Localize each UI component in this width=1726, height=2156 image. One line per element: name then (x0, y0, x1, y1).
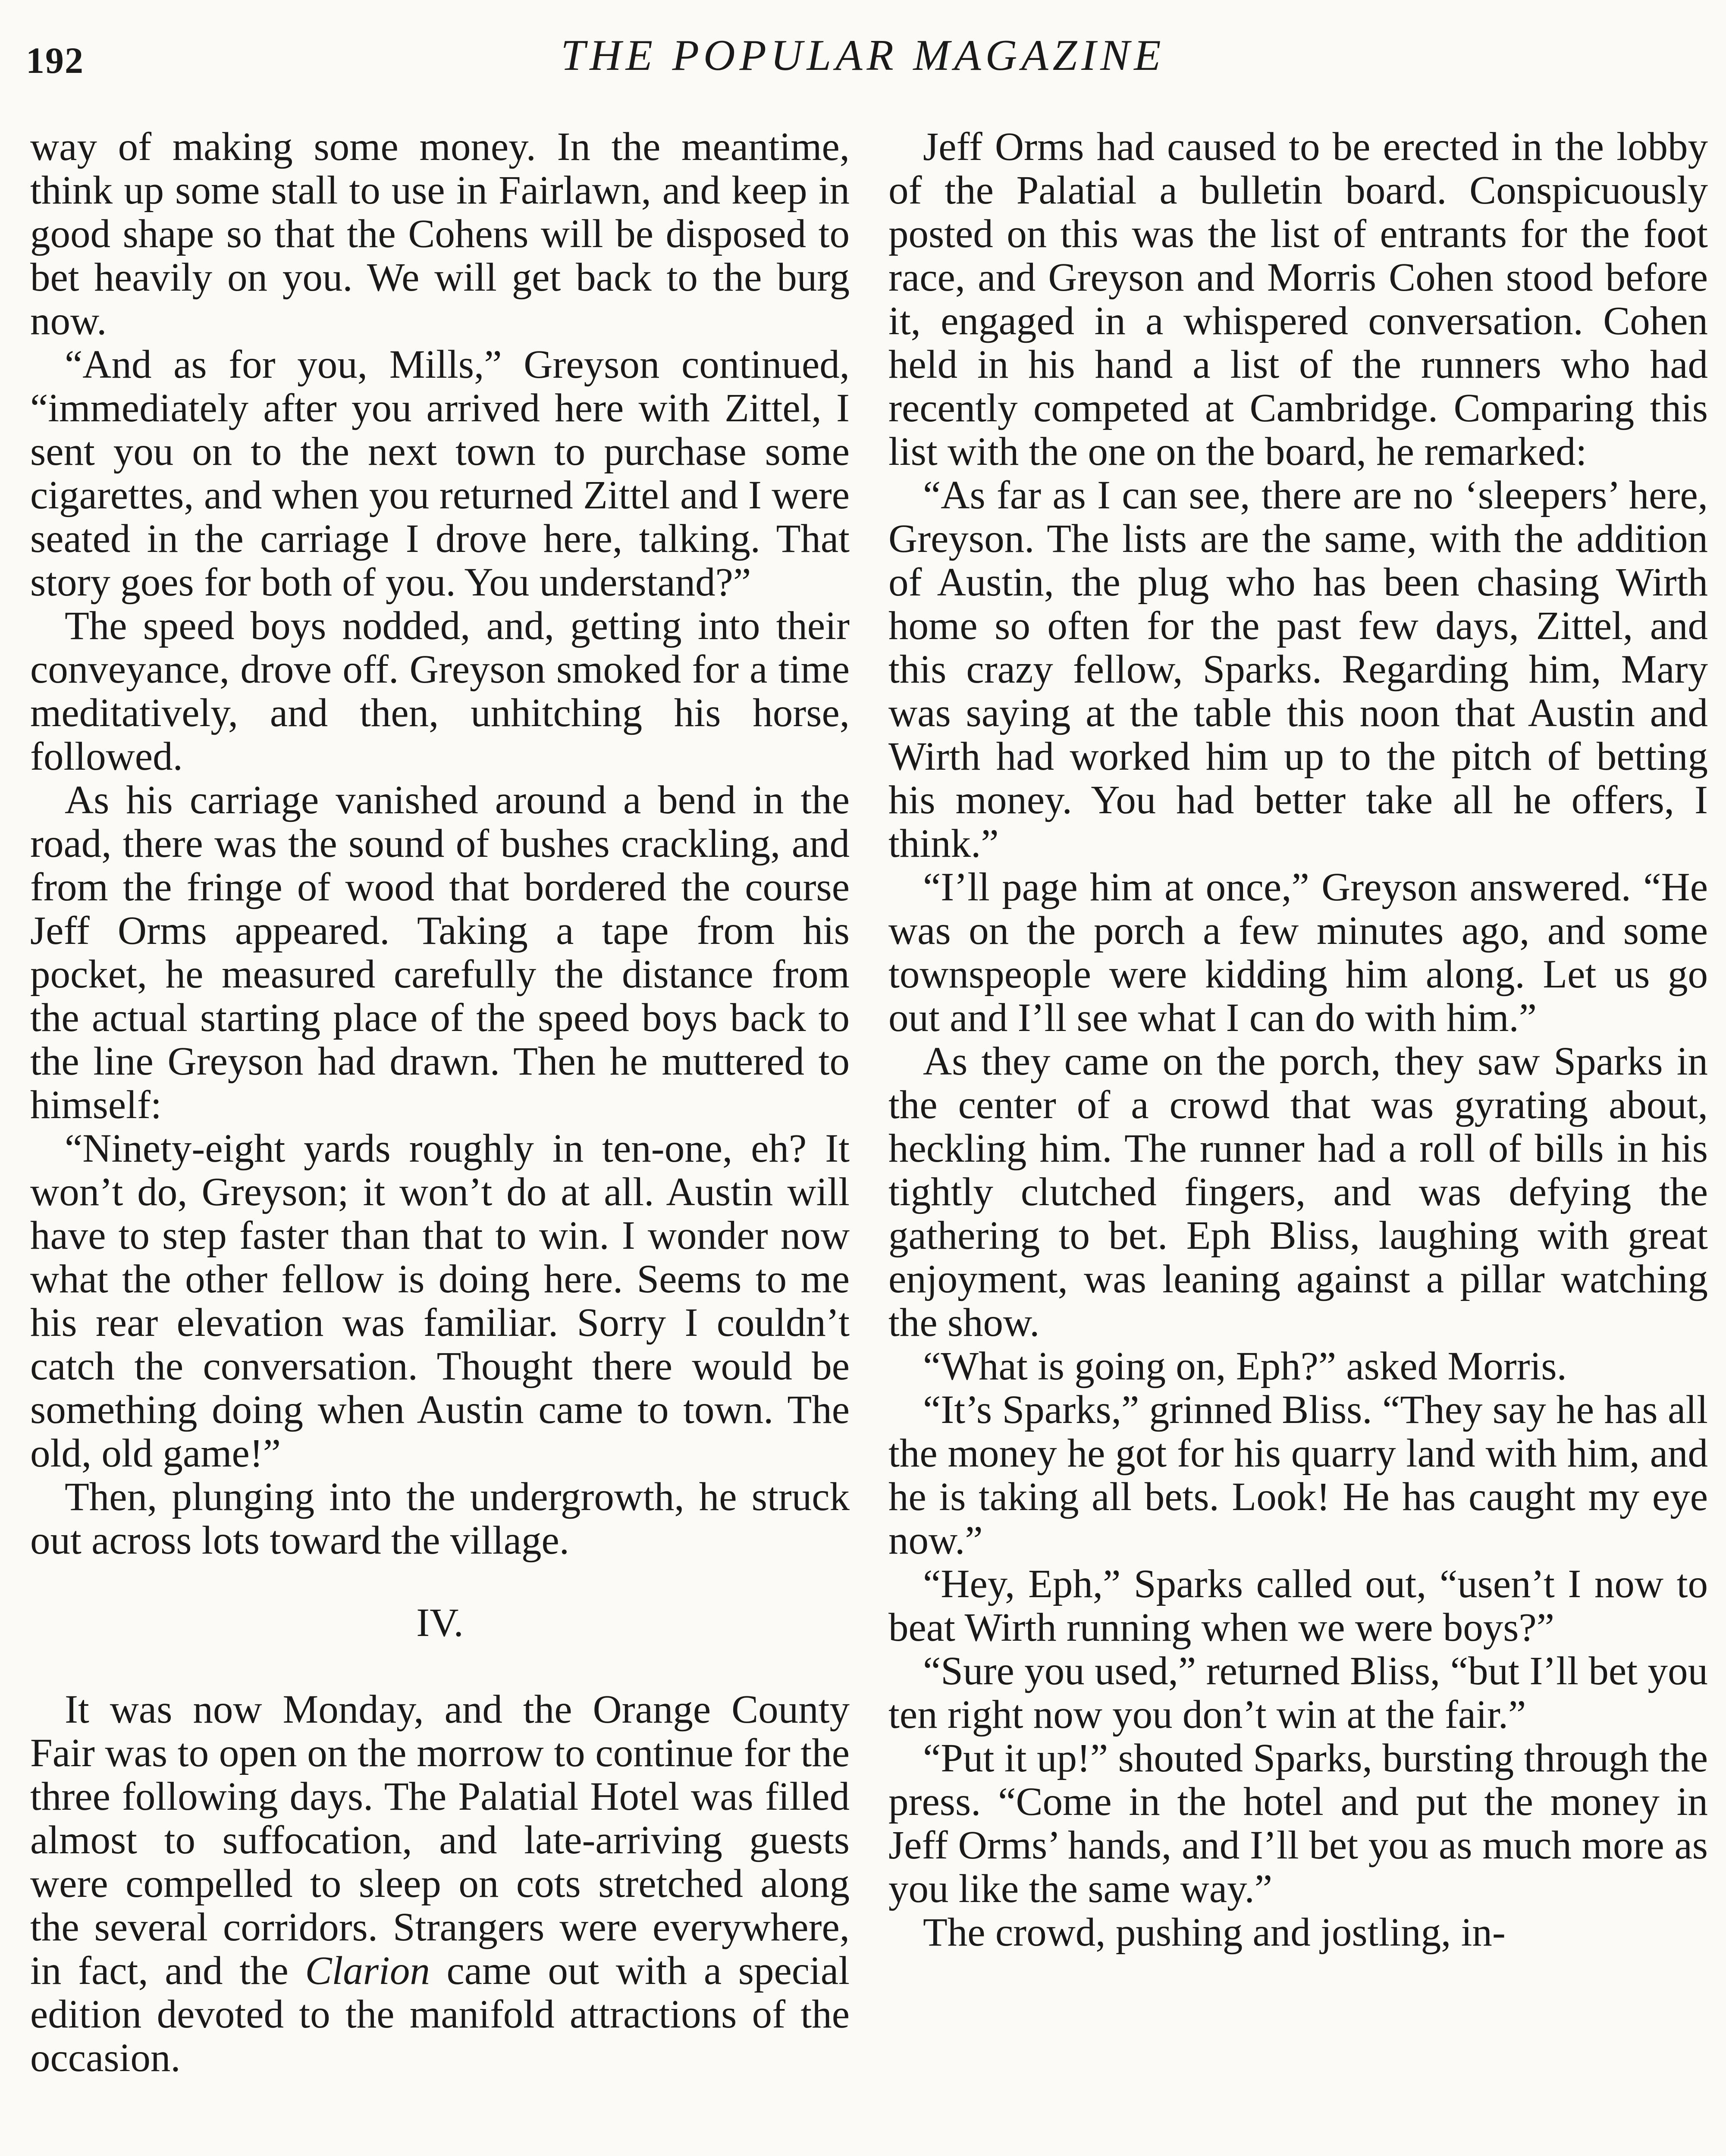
running-title: THE POPULAR MAGAZINE (561, 31, 1165, 80)
paragraph-text: came out with a special edition devoted to the manifold attractions of the occasion. (30, 1949, 850, 2080)
paragraph: The crowd, pushing and jostling, in- (923, 1910, 1506, 1955)
paragraph: “Ninety-eight yards roughly in ten-one, eh? It won’t do, Greyson; it won’t do at all. Austin will have to step faster than that to win. I wonder now what the other fellow is doing here. Seems to me his rear elevation was familiar. Sorry I couldn’t catch the conversation. Thought there would be something doing when Austin came to town. The old, old game!” (30, 1126, 850, 1476)
left-column (30, 125, 850, 2156)
right-column (888, 125, 1708, 2156)
page-number: 192 (26, 40, 84, 81)
paragraph: “As far as I can see, there are no ‘sleepers’ here, Greyson. The lists are the same, with the addition of Austin, the plug who has been chasing Wirth home so often for the past few days, Zittel, and this crazy fellow, Sparks. Regarding him, Mary was saying at the table this noon that Austin and Wirth had worked him up to the pitch of betting his money. You had better take all he offers, I think.” (888, 473, 1708, 866)
paragraph: “I’ll page him at once,” Greyson answered. “He was on the porch a few minutes ago, and some townspeople were kidding him along. Let us go out and I’ll see what I can do with him.” (888, 865, 1708, 1040)
section-heading: IV. (416, 1601, 464, 1645)
paragraph: “Sure you used,” returned Bliss, “but I’ll bet you ten right now you don’t win at the fair.” (888, 1649, 1708, 1737)
paragraph-text: It was now Monday, and the Orange County Fair was to open on the morrow to continue for the three following days. The Palatial Hotel was filled almost to suffocation, and late-arriving guests were compelled to sleep on cots stretched along the several corridors. Strangers were everywhere, in fact, and the (30, 1687, 850, 1993)
paragraph: “Hey, Eph,” Sparks called out, “usen’t I now to beat Wirth running when we were boys?” (888, 1562, 1708, 1650)
paragraph: The speed boys nodded, and, getting into their conveyance, drove off. Greyson smoked for a time meditatively, and then, unhitching his horse, followed. (30, 604, 850, 779)
paragraph: Then, plunging into the undergrowth, he struck out across lots toward the village. (30, 1475, 850, 1563)
paragraph: As they came on the porch, they saw Sparks in the center of a crowd that was gyrating about, heckling him. The runner had a roll of bills in his tightly clutched fingers, and was defying the gathering to bet. Eph Bliss, laughing with great enjoyment, was leaning against a pillar watching the show. (888, 1039, 1708, 1345)
paragraph: “What is going on, Eph?” asked Morris. (923, 1344, 1567, 1388)
paragraph: As his carriage vanished around a bend in the road, there was the sound of bushes crackling, and from the fringe of wood that bordered the course Jeff Orms appeared. Taking a tape from his pocket, he measured carefully the distance from the actual starting place of the speed boys back to the line Greyson had drawn. Then he muttered to himself: (30, 778, 850, 1127)
paragraph: Jeff Orms had caused to be erected in the lobby of the Palatial a bulletin board. Conspicuously posted on this was the list of entrants for the foot race, and Greyson and Morris Cohen stood before it, engaged in a whispered conversation. Cohen held in his hand a list of the runners who had recently competed at Cambridge. Comparing this list with the one on the board, he remarked: (888, 125, 1708, 474)
page-header (0, 26, 1726, 103)
paragraph (30, 1688, 850, 2080)
paragraph: way of making some money. In the meantime, think up some stall to use in Fairlawn, and keep in good shape so that the Cohens will be disposed to bet heavily on you. We will get back to the burg now. (30, 125, 850, 343)
paragraph: “And as for you, Mills,” Greyson continued, “immediately after you arrived here with Zittel, I sent you on to the next town to purchase some cigarettes, and when you returned Zittel and I were seated in the carriage I drove here, talking. That story goes for both of you. You understand?” (30, 342, 850, 605)
newspaper-title: Clarion (305, 1949, 430, 1993)
paragraph: “It’s Sparks,” grinned Bliss. “They say he has all the money he got for his quarry land with him, and he is taking all bets. Look! He has caught my eye now.” (888, 1388, 1708, 1563)
paragraph: “Put it up!” shouted Sparks, bursting through the press. “Come in the hotel and put the money in Jeff Orms’ hands, and I’ll bet you as much more as you like the same way.” (888, 1736, 1708, 1911)
